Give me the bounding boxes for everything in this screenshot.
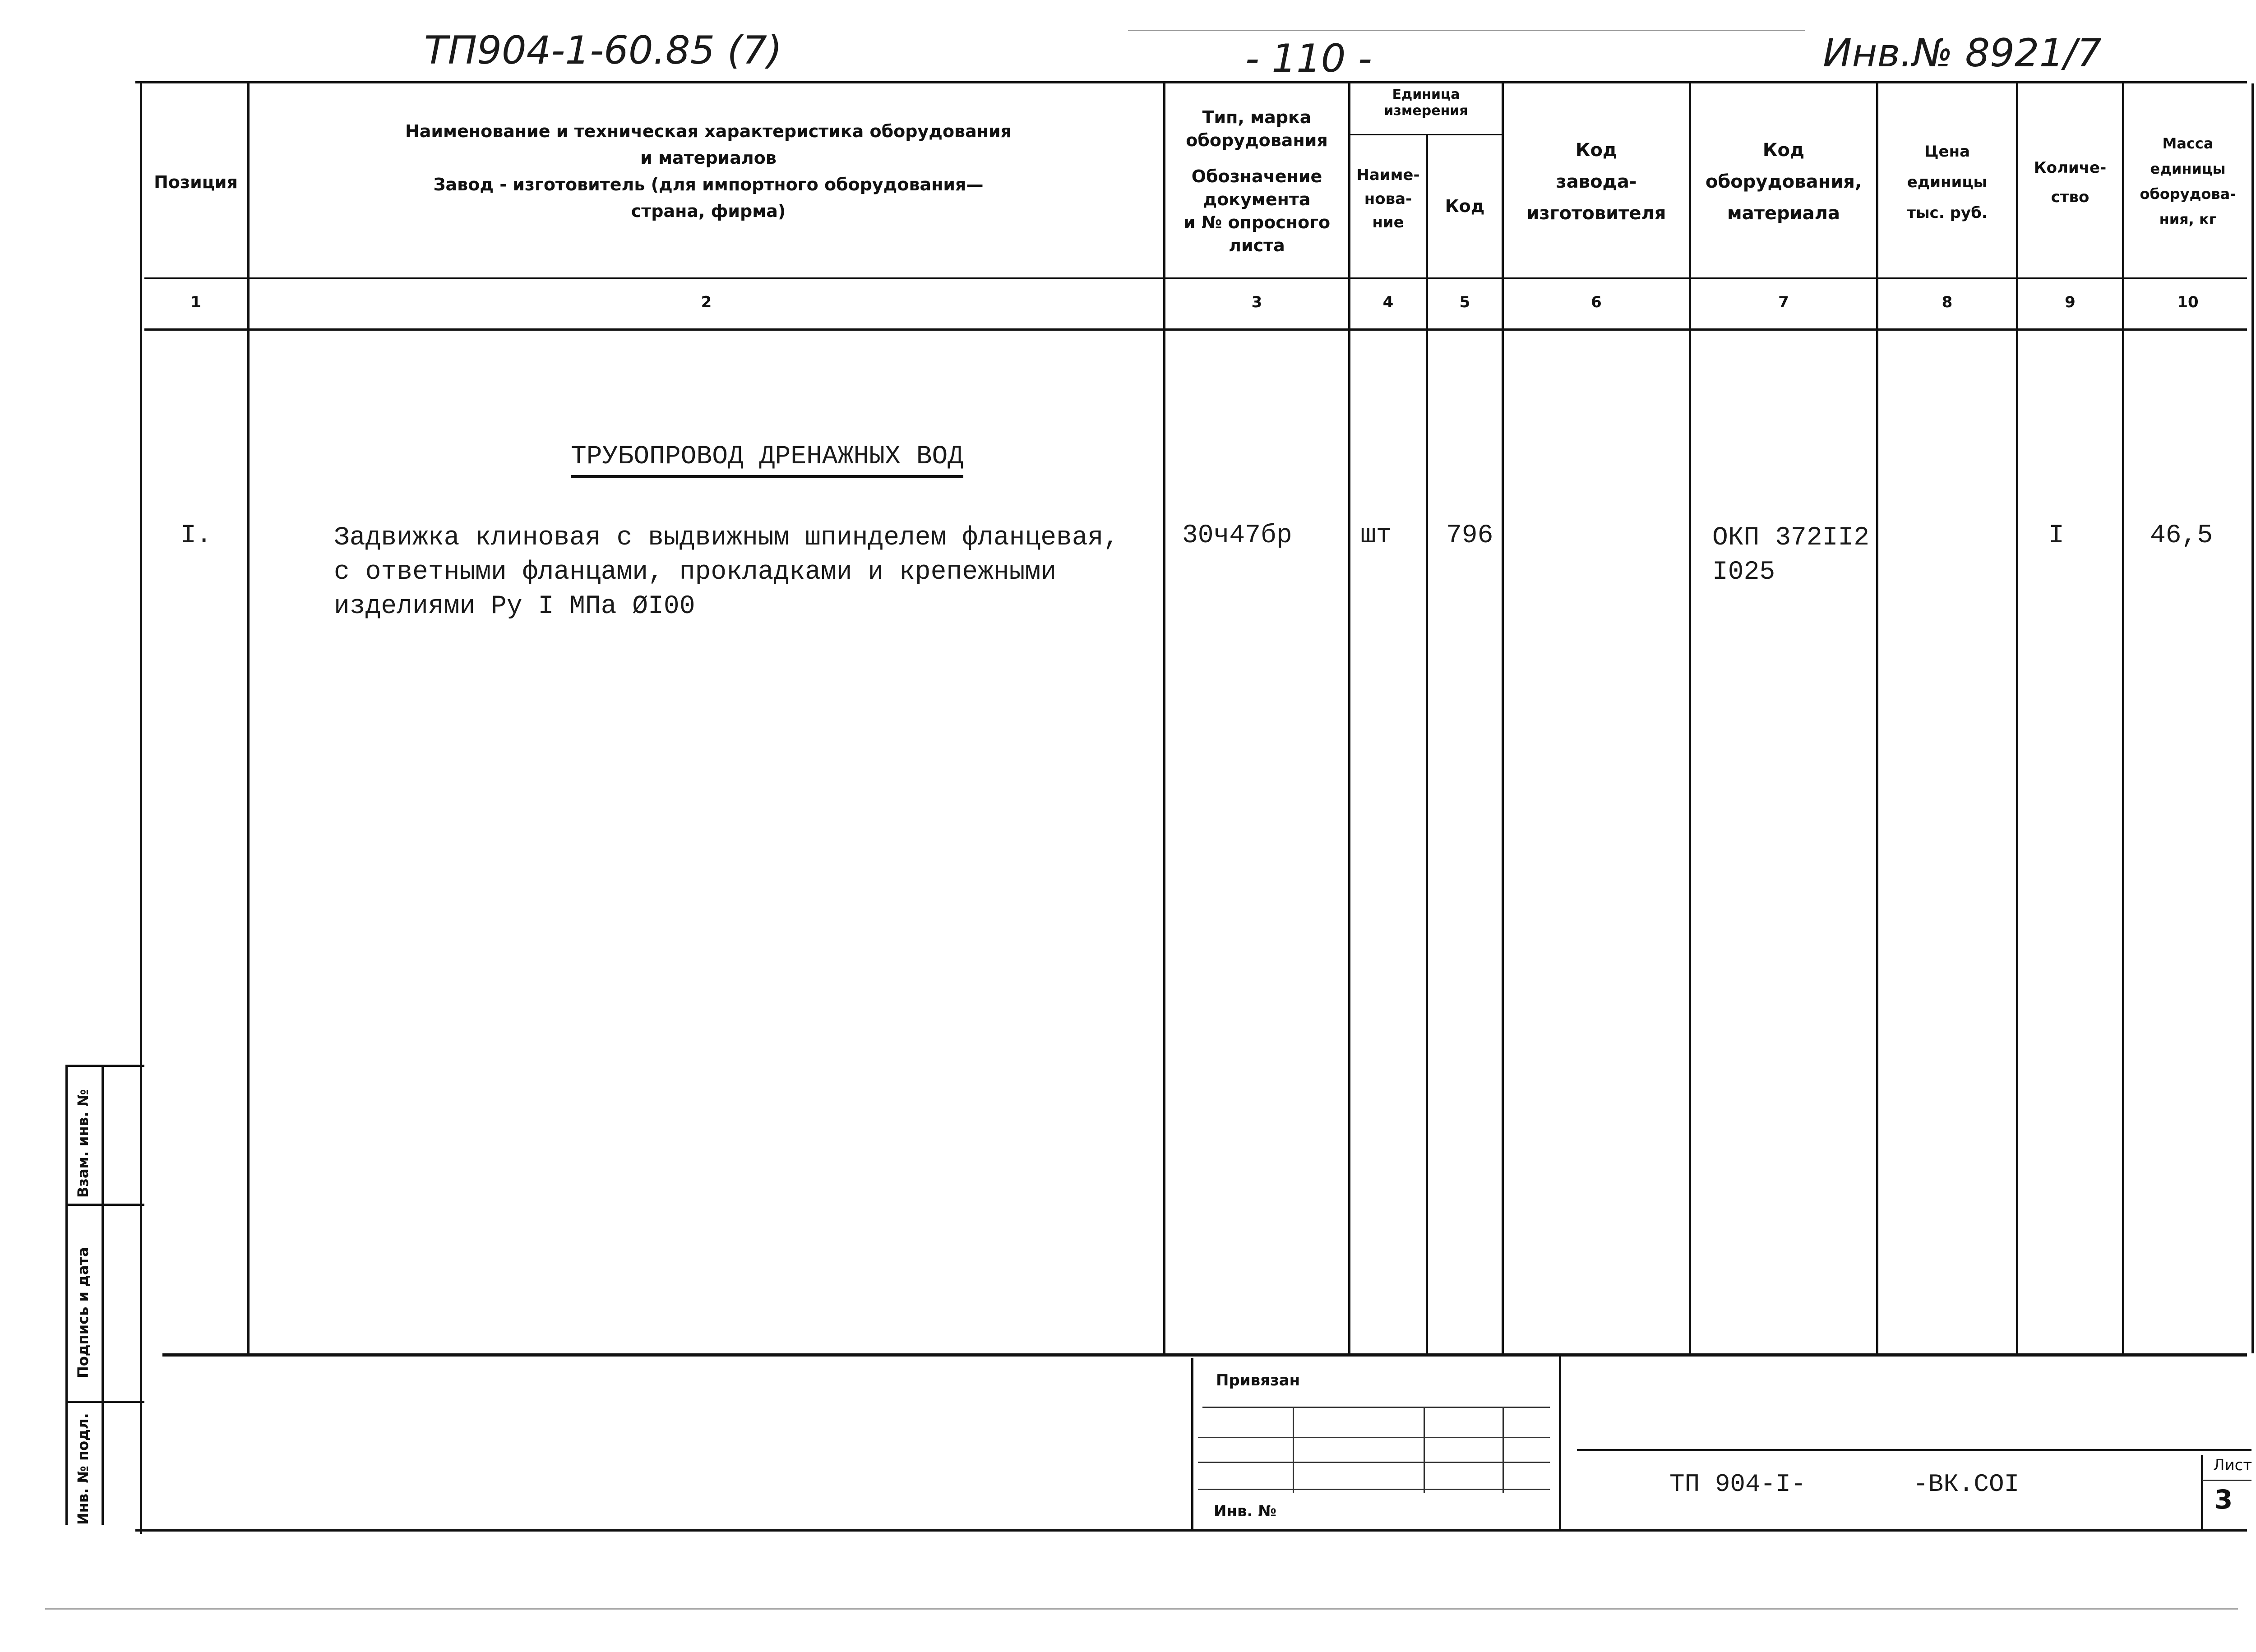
col-number-6: 6 [1591,293,1602,311]
side-stamp-replace-inv: Взам. инв. № [74,1089,92,1198]
inv-no-label: Инв. № [1214,1502,1277,1520]
sheet-label: Лист [2213,1456,2252,1474]
col-number-10: 10 [2177,293,2199,311]
doc-code-top-line [1577,1449,2251,1451]
header-name: Наименование и техническая характеристика оборудования и материалов Завод - изготовитель (для импортного оборудования— страна, фирма) [405,121,1012,221]
linked-row-line-1 [1202,1407,1550,1408]
linked-block-right [1559,1356,1561,1529]
linked-row-line-3 [1198,1462,1550,1463]
col-sep-8 [2016,83,2018,1353]
side-stamp-sep-1 [65,1204,144,1206]
header-price: Цена единицы тыс. руб. [1907,143,1988,222]
row-unit-name: шт [1360,521,1392,550]
row-position: I. [180,521,212,550]
linked-label: Привязан [1216,1371,1300,1389]
page-number-handwritten: - 110 - [1245,36,1372,81]
linked-block-left [1191,1358,1193,1529]
col-number-8: 8 [1942,293,1953,311]
header-factory-code: Код завода- изготовителя [1526,140,1666,224]
stamp-bottom-border [135,1529,2247,1532]
col-sep-5 [1502,83,1504,1353]
unit-group-divider [1350,134,1502,135]
sheet-number: 3 [2214,1484,2233,1515]
header-type: Тип, марка оборудования Обозначение документа и № опросного листа [1183,107,1331,256]
top-faint-line [1128,30,1805,31]
project-number-handwritten: ТП904-1-60.85 (7) [424,28,782,73]
side-stamp-orig-inv: Инв. № подл. [74,1413,92,1525]
side-stamp-left-line [65,1065,68,1525]
section-title: ТРУБОПРОВОД ДРЕНАЖНЫХ ВОД [571,442,963,478]
col-sep-2 [1163,83,1165,1353]
col-sep-7 [1876,83,1878,1353]
side-stamp-mid-line [102,1065,104,1525]
sheet-box-divider [2202,1480,2251,1481]
col-number-3: 3 [1251,293,1262,311]
col-sep-9 [2122,83,2124,1353]
row-equipment-code: ОКП 372II2 I025 [1712,523,1870,587]
linked-col-2 [1424,1407,1425,1493]
col-number-1: 1 [190,293,201,311]
side-stamp-signature-date: Подпись и дата [74,1247,92,1378]
inventory-number-handwritten: Инв.№ 8921/7 [1823,31,2102,76]
table-top-border [135,81,2247,83]
linked-col-3 [1502,1407,1504,1493]
linked-row-line-2 [1198,1437,1550,1438]
side-stamp-sep-2 [65,1401,144,1403]
col-number-7: 7 [1778,293,1789,311]
header-quantity: Количе- ство [2034,159,2107,206]
row-type: 30ч47бр [1182,521,1292,550]
header-equipment-code: Код оборудования, материала [1705,140,1862,224]
linked-row-line-4 [1198,1489,1550,1490]
header-position: Позиция [154,172,238,192]
row-quantity: I [2048,521,2064,550]
header-unit-group: Единица измерения [1384,87,1468,119]
col-sep-1 [247,83,250,1353]
col-sep-3 [1348,83,1350,1353]
header-divider [144,277,2247,279]
col-number-5: 5 [1459,293,1470,311]
col-number-4: 4 [1382,293,1394,311]
column-numbers-divider [144,328,2247,331]
header-unit-code: Код [1445,196,1485,216]
doc-code-right: -ВК.СОI [1913,1470,2020,1499]
side-stamp-top [65,1065,144,1067]
linked-col-1 [1293,1407,1294,1493]
header-unit-name: Наиме- нова- ние [1356,166,1420,232]
table-right-border [2251,83,2254,1353]
sheet-box-left [2201,1455,2203,1529]
doc-code-left: ТП 904-I- [1669,1470,1806,1499]
row-unit-code: 796 [1446,521,1493,550]
header-mass: Масса единицы оборудова- ния, кг [2140,135,2236,228]
row-name: Задвижка клиновая с выдвижным шпинделем фланцевая, с ответными фланцами, прокладками и крепежными изделиями Ру I МПа ØI00 [334,523,1119,621]
scan-edge-line [45,1608,2238,1610]
col-sep-4 [1426,135,1428,1353]
col-sep-6 [1689,83,1691,1353]
col-number-9: 9 [2065,293,2076,311]
col-number-2: 2 [701,293,712,311]
row-mass: 46,5 [2150,521,2213,550]
table-left-border [140,81,142,1534]
table-bottom-border [162,1353,2247,1357]
